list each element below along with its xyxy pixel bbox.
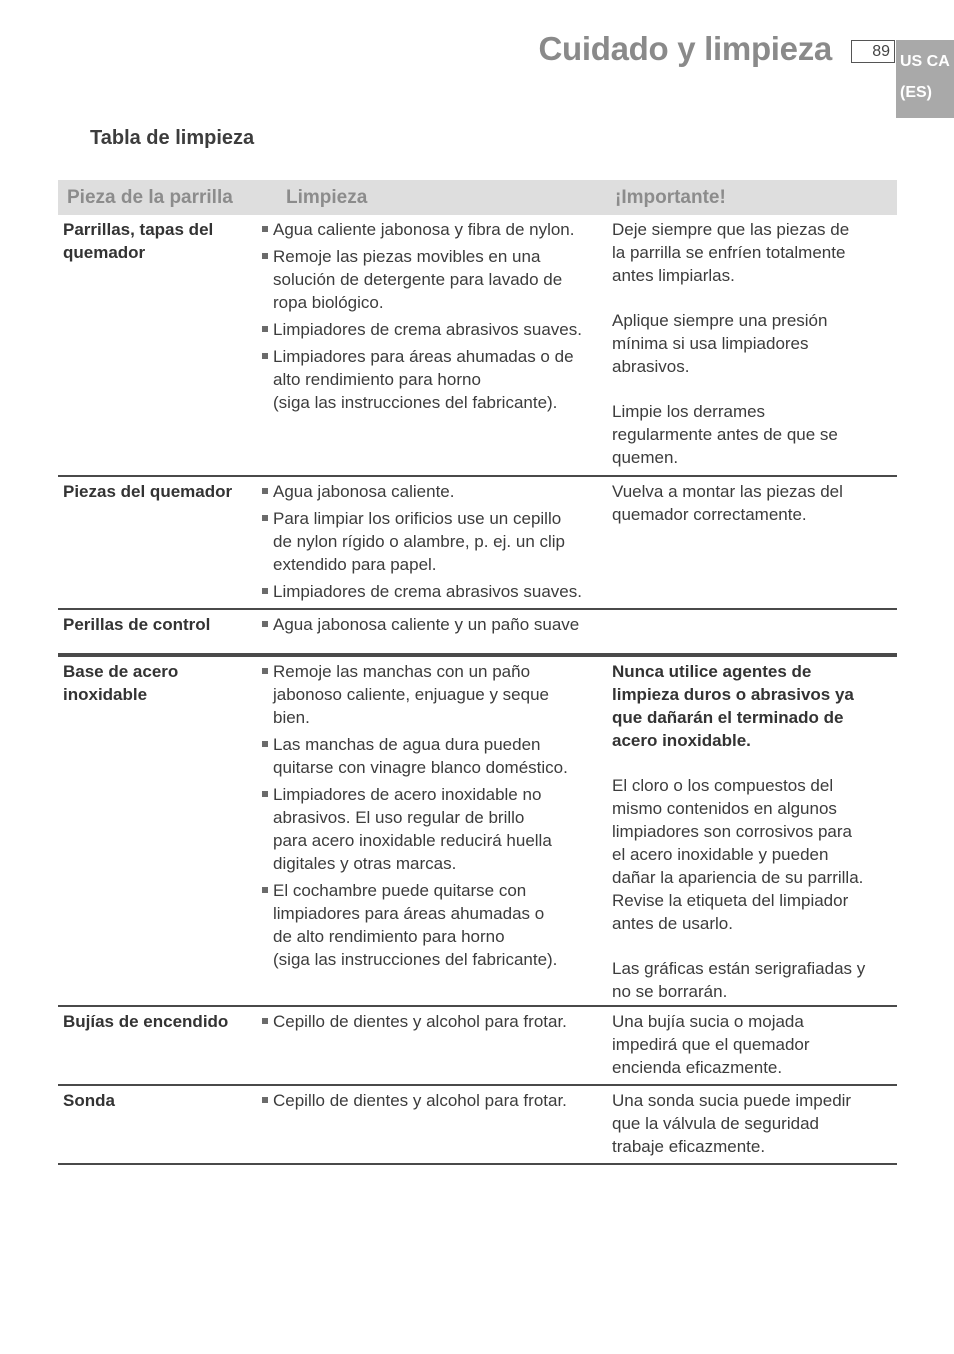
square-bullet-icon (261, 245, 273, 314)
cleaning-list-item (261, 879, 612, 971)
cell-cleaning (258, 215, 612, 475)
square-bullet-icon (261, 1089, 273, 1112)
important-note: Una sonda sucia puede impedir que la válvula de seguridad trabaje eficazmente. (612, 1091, 852, 1156)
cleaning-text: Remoje las manchas con un paño jabonoso caliente, enjuague y seque bien. (273, 662, 549, 727)
cleaning-list-item (261, 783, 612, 875)
cell-important (612, 657, 897, 1005)
cleaning-text: Cepillo de dientes y alcohol para frotar. (273, 1091, 567, 1110)
cleaning-text: Limpiadores de crema abrasivos suaves. (273, 582, 582, 601)
cleaning-text: Remoje las piezas movibles en una solución de detergente para lavado de ropa biológico. (273, 247, 563, 312)
cell-important (612, 1007, 897, 1084)
table-row (58, 655, 897, 1007)
language-tab (896, 40, 954, 118)
page-number: 89 (851, 40, 895, 63)
column-header-part: Pieza de la parrilla (67, 186, 233, 208)
cell-important (612, 610, 897, 653)
square-bullet-icon (261, 879, 273, 971)
cleaning-list-item (261, 245, 612, 314)
section-title: Tabla de limpieza (90, 127, 255, 149)
cleaning-list-item (261, 318, 612, 341)
cleaning-text: Cepillo de dientes y alcohol para frotar. (273, 1012, 567, 1031)
square-bullet-icon (261, 580, 273, 603)
cell-part-name: Bujías de encendido (63, 1012, 229, 1031)
table-row (58, 215, 897, 477)
cleaning-list-item (261, 218, 612, 241)
square-bullet-icon (261, 480, 273, 503)
cleaning-text: Las manchas de agua dura pueden quitarse con vinagre blanco doméstico. (273, 735, 568, 777)
cell-cleaning (258, 477, 612, 608)
cell-cleaning (258, 610, 612, 653)
square-bullet-icon (261, 783, 273, 875)
cleaning-list-item (261, 613, 612, 636)
square-bullet-icon (261, 1010, 273, 1033)
cell-important (612, 477, 897, 608)
table-body (58, 215, 897, 1165)
table-row (58, 477, 897, 610)
cleaning-text: Agua caliente jabonosa y fibra de nylon. (273, 220, 575, 239)
cleaning-text: Para limpiar los orificios use un cepillo de nylon rígido o alambre, p. ej. un clip extendido para papel. (273, 509, 566, 574)
cleaning-list-item (261, 345, 612, 414)
cleaning-table (58, 180, 897, 1165)
important-note: Limpie los derrames regularmente antes de que se quemen. (612, 402, 838, 467)
cleaning-list-item (261, 1089, 612, 1112)
table-row (58, 1086, 897, 1165)
cleaning-text: Limpiadores de crema abrasivos suaves. (273, 320, 582, 339)
cell-part-name: Piezas del quemador (63, 482, 233, 501)
square-bullet-icon (261, 733, 273, 779)
important-note: Vuelva a montar las piezas del quemador correctamente. (612, 482, 843, 524)
important-note: Aplique siempre una presión mínima si usa limpiadores abrasivos. (612, 311, 828, 376)
important-note: Las gráficas están serigrafiadas y no se borrarán. (612, 959, 866, 1001)
table-row (58, 1007, 897, 1086)
language-tab-line: (ES) (900, 84, 932, 101)
cell-part-name: Parrillas, tapas del quemador (63, 220, 214, 262)
cleaning-text: Limpiadores de acero inoxidable no abrasivos. El uso regular de brillo para acero inoxidable reducirá huella digitales y otras marcas. (273, 785, 552, 873)
important-note: Deje siempre que las piezas de la parrilla se enfríen totalmente antes limpiarlas. (612, 220, 850, 285)
cell-cleaning (258, 657, 612, 1005)
cleaning-text: Agua jabonosa caliente. (273, 482, 455, 501)
important-note: Una bujía sucia o mojada impedirá que el quemador encienda eficazmente. (612, 1012, 810, 1077)
cleaning-list-item (261, 660, 612, 729)
square-bullet-icon (261, 613, 273, 636)
square-bullet-icon (261, 660, 273, 729)
cell-part-name: Sonda (63, 1091, 115, 1110)
cleaning-list-item (261, 480, 612, 503)
table-header (58, 180, 897, 215)
square-bullet-icon (261, 507, 273, 576)
important-note: El cloro o los compuestos del mismo contenidos en algunos limpiadores son corrosivos para el acero inoxidable y pueden dañar la apariencia de su parrilla. Revise la etiqueta del limpiador antes de usarlo. (612, 776, 864, 933)
cell-part-name: Base de acero inoxidable (63, 662, 179, 704)
square-bullet-icon (261, 318, 273, 341)
cleaning-list-item (261, 507, 612, 576)
cell-important (612, 1086, 897, 1163)
cleaning-list-item (261, 580, 612, 603)
language-tab-line: US CA (900, 53, 950, 70)
cleaning-list-item (261, 1010, 612, 1033)
square-bullet-icon (261, 218, 273, 241)
cleaning-text: El cochambre puede quitarse con limpiadores para áreas ahumadas o de alto rendimiento para horno (siga las instrucciones del fabricante). (273, 881, 558, 969)
cell-important (612, 215, 897, 475)
table-row (58, 610, 897, 655)
square-bullet-icon (261, 345, 273, 414)
cell-cleaning (258, 1007, 612, 1084)
important-note: Nunca utilice agentes de limpieza duros o abrasivos ya que dañarán el terminado de acero inoxidable. (612, 662, 854, 750)
cleaning-list-item (261, 733, 612, 779)
cleaning-text: Limpiadores para áreas ahumadas o de alto rendimiento para horno (siga las instrucciones del fabricante). (273, 347, 574, 412)
page-title: Cuidado y limpieza (538, 30, 832, 67)
cell-cleaning (258, 1086, 612, 1163)
cell-part-name: Perillas de control (63, 615, 211, 634)
column-header-cleaning: Limpieza (286, 186, 368, 208)
cleaning-text: Agua jabonosa caliente y un paño suave (273, 615, 580, 634)
column-header-important: ¡Importante! (615, 186, 726, 208)
